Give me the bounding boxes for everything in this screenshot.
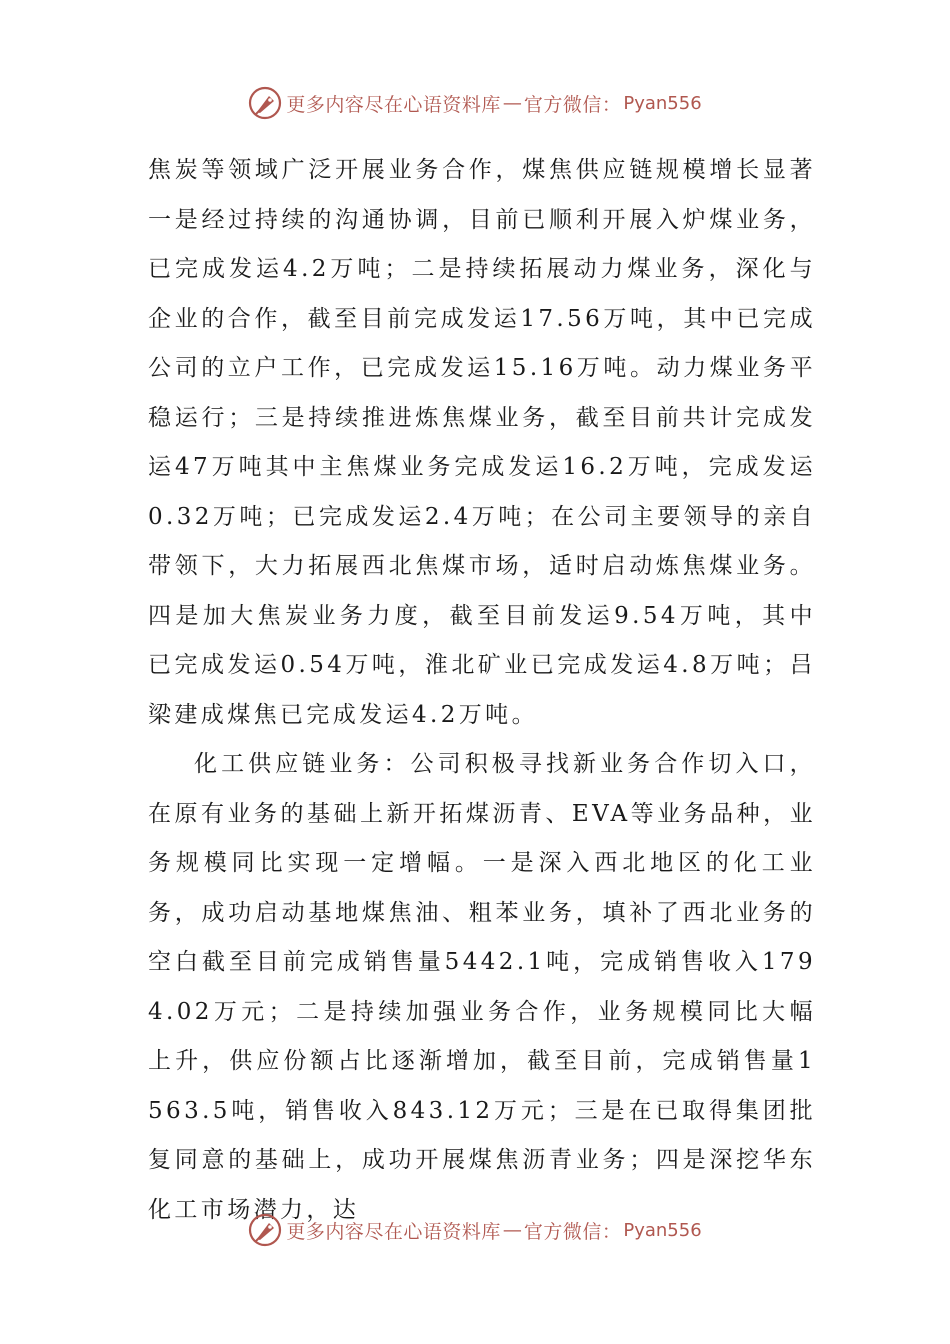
pen-nib-logo-icon [248, 1213, 282, 1247]
watermark-label: 官方微信： [523, 93, 622, 116]
document-body [148, 146, 816, 1235]
footer-watermark [0, 1210, 950, 1250]
header-watermark [0, 83, 950, 123]
pen-nib-logo-icon [248, 86, 282, 120]
watermark-separator: — [502, 1219, 522, 1241]
watermark-separator: — [502, 92, 522, 114]
paragraph-chemical-supply-chain: 化工供应链业务：公司积极寻找新业务合作切入口，在原有业务的基础上新开拓煤沥青、EVA等业务品种，业务规模同比实现一定增幅。一是深入西北地区的化工业务，成功启动基地煤焦油、粗苯业务，填补了西北业务的空白截至目前完成销售量5442.1吨，完成销售收入1794.02万元；二是持续加强业务合作，业务规模同比大幅上升，供应份额占比逐渐增加，截至目前，完成销售量1563.5吨，销售收入843.12万元；三是在已取得集团批复同意的基础上，成功开展煤焦沥青业务；四是深挖华东化工市场潜力，达 [148, 751, 816, 1223]
paragraph-coal-coke: 焦炭等领域广泛开展业务合作，煤焦供应链规模增长显著一是经过持续的沟通协调，目前已顺利开展入炉煤业务，已完成发运4.2万吨；二是持续拓展动力煤业务，深化与企业的合作，截至目前完成发运17.56万吨，其中已完成公司的立户工作，已完成发运15.16万吨。动力煤业务平稳运行；三是持续推进炼焦煤业务，截至目前共计完成发运47万吨其中主焦煤业务完成发运16.2万吨，完成发运0.32万吨；已完成发运2.4万吨；在公司主要领导的亲自带领下，大力拓展西北焦煤市场，适时启动炼焦煤业务。四是加大焦炭业务力度，截至目前发运9.54万吨，其中已完成发运0.54万吨，淮北矿业已完成发运4.8万吨；吕梁建成煤焦已完成发运4.2万吨。 [148, 157, 816, 728]
watermark-id: Pyan556 [623, 92, 702, 114]
watermark-id: Pyan556 [623, 1219, 702, 1241]
watermark-text: 更多内容尽在心语资料库 [286, 1220, 501, 1243]
watermark-label: 官方微信： [523, 1220, 622, 1243]
watermark-text: 更多内容尽在心语资料库 [286, 93, 501, 116]
